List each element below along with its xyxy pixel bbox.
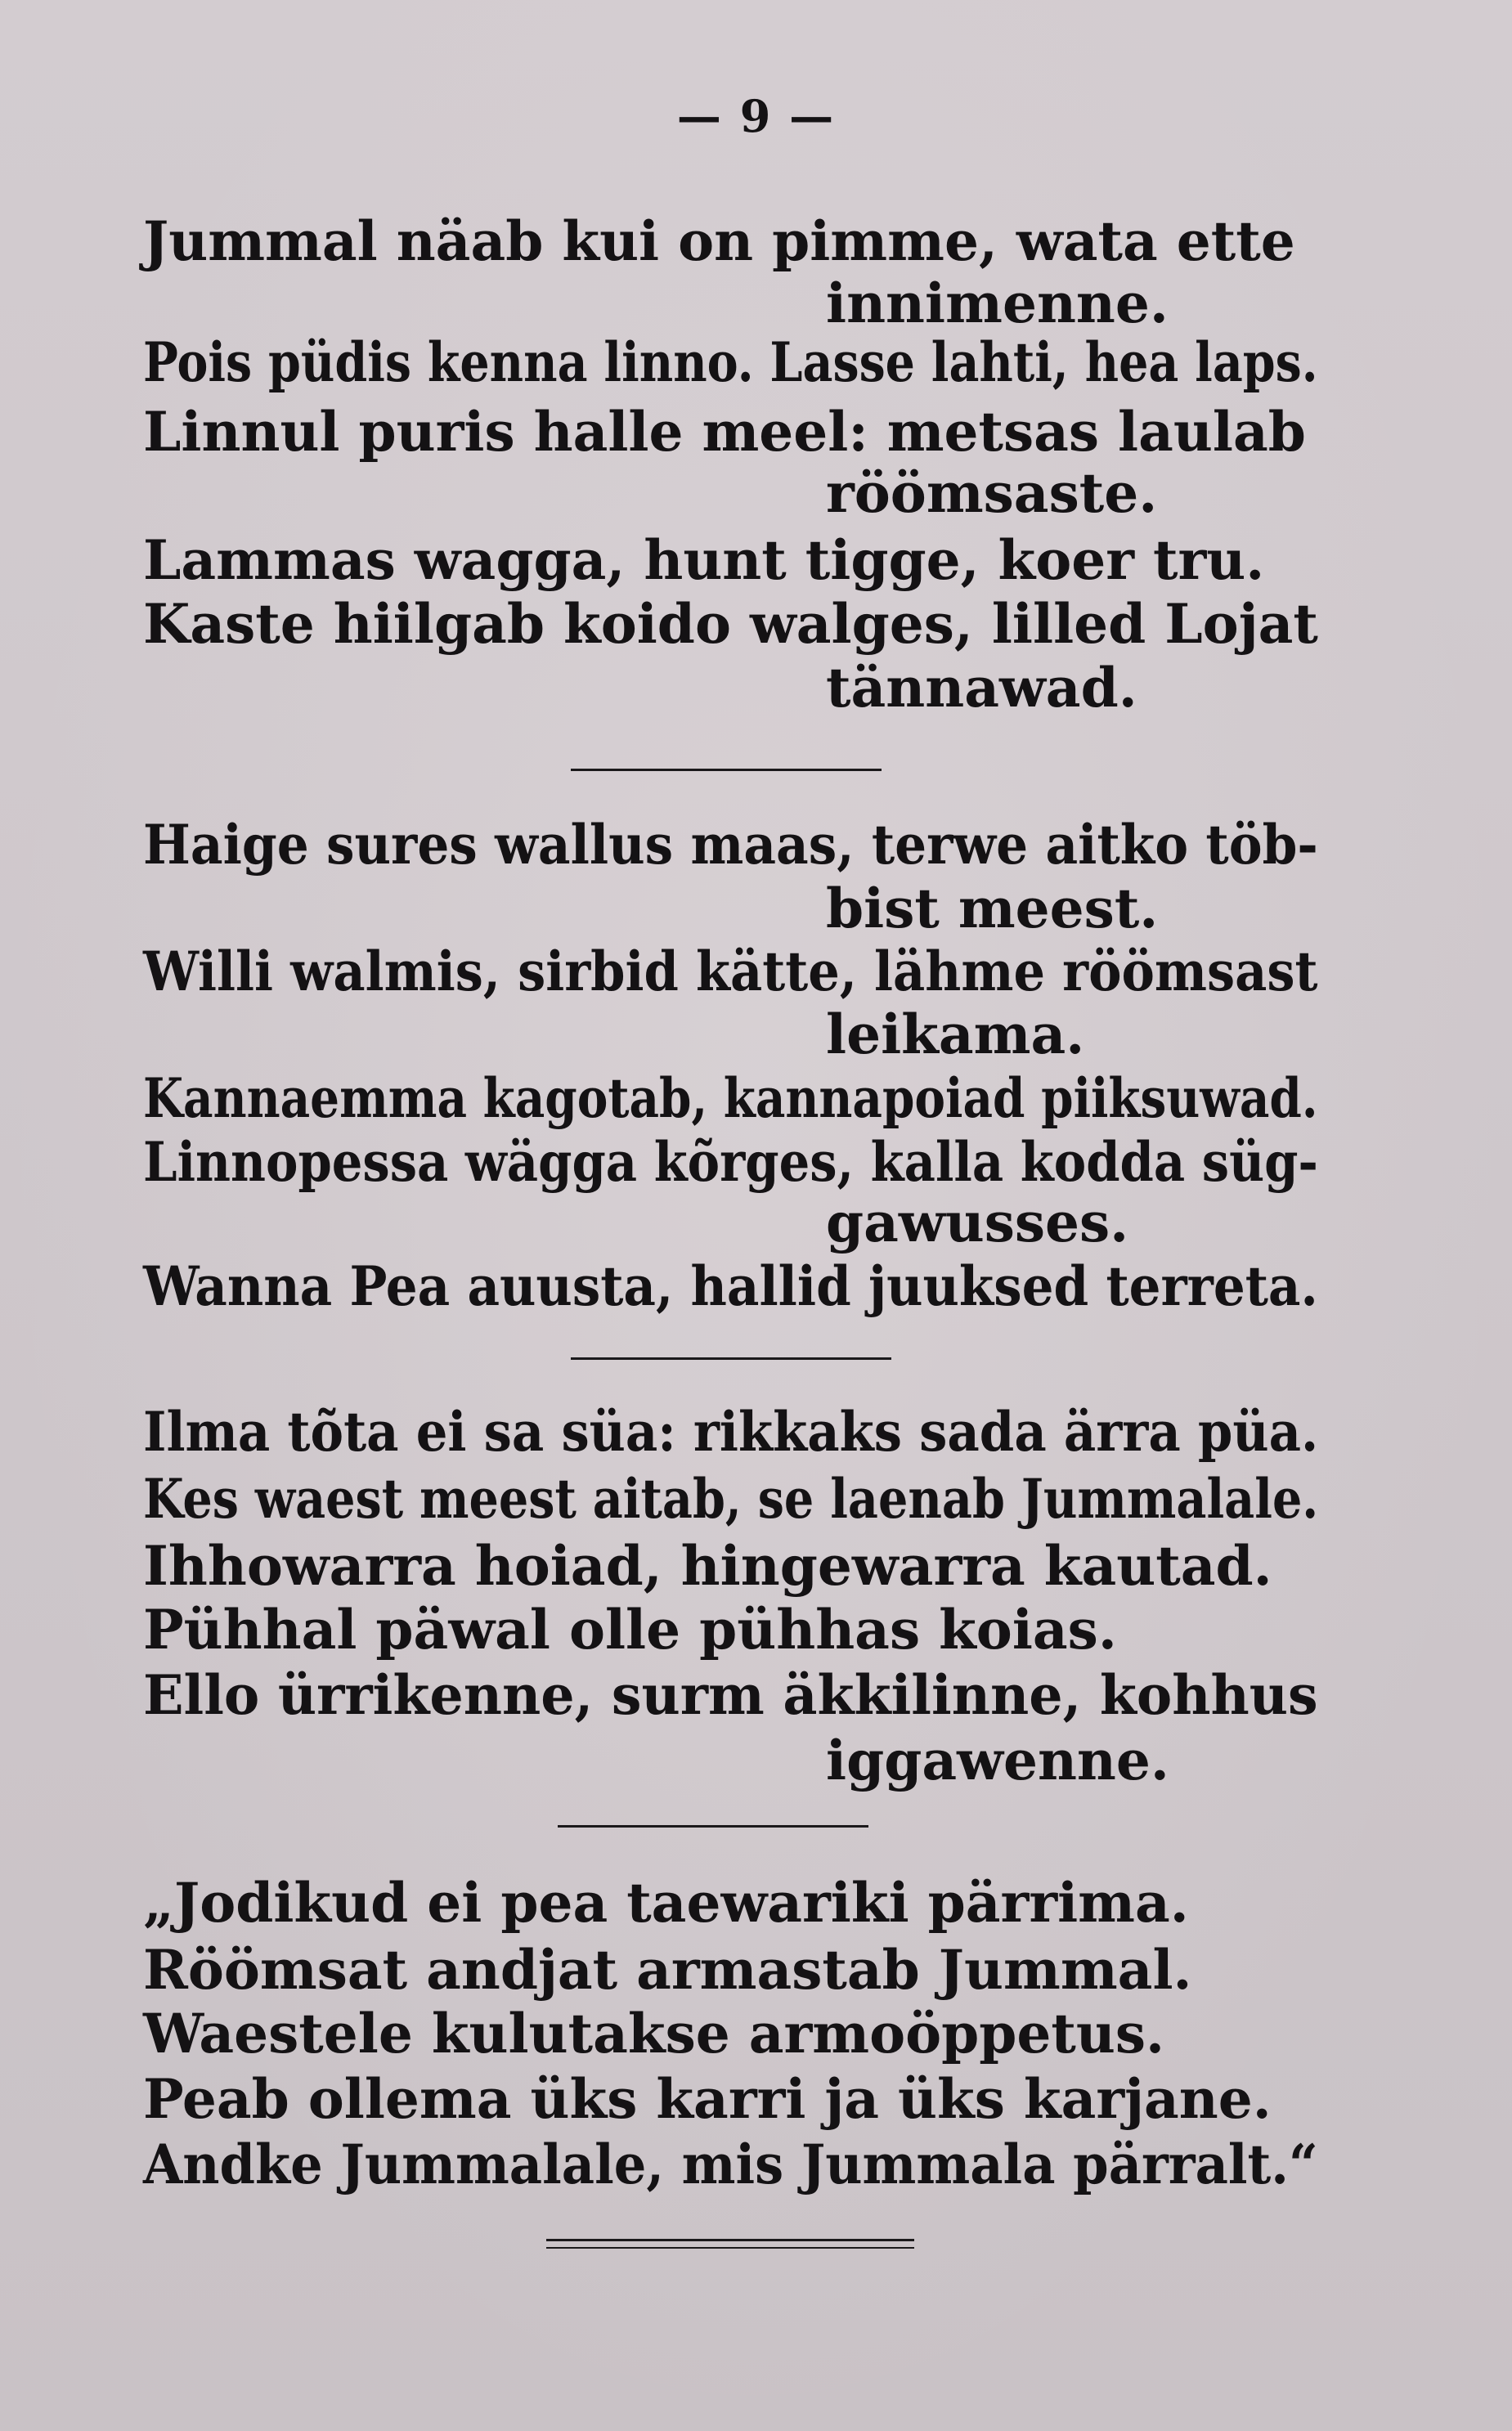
- text-line: Andke Jummalale, mis Jummala pärralt.“: [143, 2133, 1318, 2196]
- text-line: gawusses.: [826, 1191, 1129, 1254]
- text-line: Linnopessa wägga kõrges, kalla kodda süg-: [143, 1130, 1318, 1194]
- end-divider: [546, 2239, 914, 2249]
- text-line: innimenne.: [826, 271, 1169, 335]
- text-line: Kes waest meest aitab, se laenab Jummalale.: [143, 1467, 1319, 1531]
- page-number: — 9 —: [676, 90, 836, 142]
- text-line: leikama.: [826, 1002, 1085, 1066]
- text-line: Willi walmis, sirbid kätte, lähme röömsast: [143, 940, 1318, 1003]
- text-line: Linnul puris halle meel: metsas laulab: [143, 400, 1306, 464]
- text-line: Peab ollema üks karri ja üks karjane.: [143, 2067, 1272, 2131]
- text-line: tännawad.: [826, 656, 1137, 720]
- text-line: Wanna Pea auusta, hallid juuksed terreta.: [143, 1254, 1318, 1318]
- text-line: Pois püdis kenna linno. Lasse lahti, hea laps.: [143, 330, 1318, 394]
- section-divider: [571, 1357, 891, 1360]
- text-line: Röömsat andjat armastab Jummal.: [143, 1938, 1192, 2002]
- text-line: bist meest.: [826, 877, 1159, 940]
- text-line: Lammas wagga, hunt tigge, koer tru.: [143, 528, 1265, 592]
- text-line: iggawenne.: [826, 1729, 1169, 1792]
- text-line: Pühhal päwal olle pühhas koias.: [143, 1598, 1117, 1662]
- text-line: Kannaemma kagotab, kannapoiad piiksuwad.: [143, 1066, 1318, 1130]
- text-line: Jummal näab kui on pimme, wata ette: [143, 209, 1295, 273]
- section-divider: [571, 769, 882, 771]
- text-line: „Jodikud ei pea taewariki pärrima.: [143, 1871, 1189, 1935]
- text-line: Waestele kulutakse armoöppetus.: [143, 2002, 1165, 2065]
- text-line: Ilma tõta ei sa süa: rikkaks sada ärra püa.: [143, 1400, 1319, 1464]
- text-line: Kaste hiilgab koido walges, lilled Lojat: [143, 592, 1318, 656]
- text-line: Ello ürrikenne, surm äkkilinne, kohhus: [143, 1663, 1318, 1727]
- text-line: röömsaste.: [826, 461, 1158, 525]
- section-divider: [558, 1825, 868, 1828]
- text-line: Ihhowarra hoiad, hingewarra kautad.: [143, 1534, 1272, 1598]
- text-line: Haige sures wallus maas, terwe aitko töb-: [143, 813, 1318, 877]
